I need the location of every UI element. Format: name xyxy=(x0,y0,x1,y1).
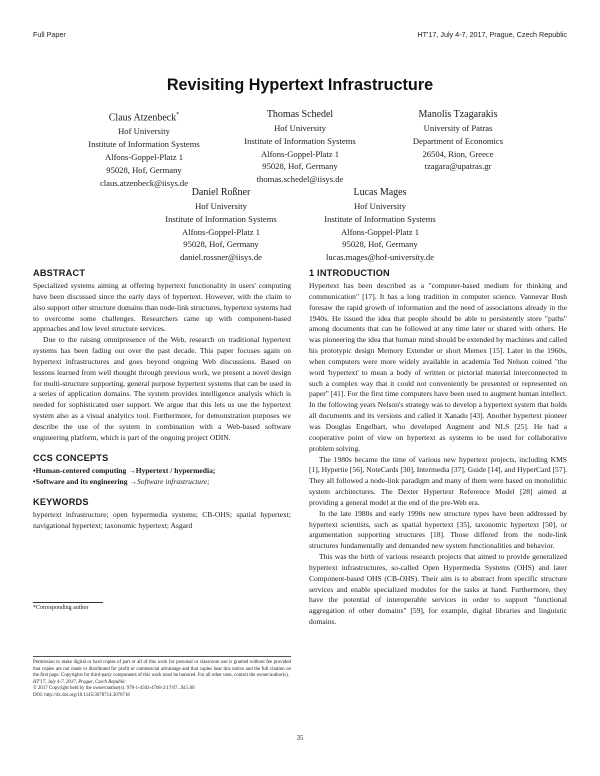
abstract-paragraph: Due to the raising omnipresence of the Web, research on traditional hypertext systems has been fading out over the past decade. This paper focuses again on hypertext infrastructures and goes beyond ongoing Web discussions. Based on lessons learned from well thought through previous work, we present a novel design for multi-structure supporting, general purpose hypertext systems that can be used in a series of application domains. The system provides intelligence analysis which is needed for sophisticated user support. We argue that this lets us use the hypertext system also as a visual analytics tool. Furthermore, for demonstration purposes we describe the use of the system in combination with a Web-based software engineering platform, which is part of the ongoing project ODIN. xyxy=(33,335,291,442)
author-dept: Institute of Information Systems xyxy=(88,139,200,150)
author-address: Alfons-Goppel-Platz 1 xyxy=(181,226,261,237)
author-address: 95028, Hof, Germany xyxy=(262,161,338,172)
author-dept: Institute of Information Systems xyxy=(244,135,356,146)
footnote: *Corresponding author xyxy=(33,605,89,611)
ccs-subterm: →Hypertext / hypermedia; xyxy=(126,465,216,475)
intro-paragraph: In the late 1980s and early 1990s new structure types have been addressed by hypertext scientists, such as spatial hypertext [35], taxonomic hypertext [50], or argumentation supporting structures [18]. Those differed from the node-link structures fundamentally and demanded new system functionalities and behavior. xyxy=(309,508,567,551)
page-number: 35 xyxy=(296,735,304,742)
ccs-concept xyxy=(33,477,291,488)
permission-text: Permission to make digital or hard copies of part or all of this work for personal or classroom use is granted without fee provided that copies are not made or distributed for profit or commercial advantage and that copies bear this notice and the full citation on the first page. Copyrights for third-party components of this work must be honored. For all other uses, contact the owner/author(s). xyxy=(33,660,291,679)
ccs-heading: CCS CONCEPTS xyxy=(33,452,109,463)
running-header-left: Full Paper xyxy=(33,30,66,39)
author-org: Hof University xyxy=(118,126,170,137)
conference-info: HT'17, July 4-7, 2017, Prague, Czech Republic. xyxy=(33,679,127,685)
footnote-divider xyxy=(33,602,103,603)
paper-title: Revisiting Hypertext Infrastructure xyxy=(166,76,434,94)
right-column xyxy=(309,268,567,628)
author-email: lucas.mages@hof-university.de xyxy=(325,252,435,263)
permission-notice xyxy=(33,660,291,700)
copyright-info: © 2017 Copyright held by the owner/author(s). 978-1-4503-4708-2/17/07...$15.00 xyxy=(33,686,195,692)
author-address: 26504, Rion, Greece xyxy=(422,148,494,159)
author-email: tzagara@upatras.gr xyxy=(424,161,492,172)
author-email: thomas.schedel@iisys.de xyxy=(256,174,344,185)
author-name: Daniel Roßner xyxy=(191,187,251,198)
ccs-term: •Human-centered computing xyxy=(33,465,127,475)
introduction-heading: 1 INTRODUCTION xyxy=(309,268,390,278)
keywords-text: hypertext infrastructure; open hypermedia systems; CB-OHS; spatial hypertext; navigational hypertext; taxonomic hypertext; Asgard xyxy=(33,510,291,531)
author-name: Thomas Schedel xyxy=(266,109,334,120)
doi-link[interactable]: DOI: http://dx.doi.org/10.1145/3078714.3078718 xyxy=(33,692,130,698)
author-block-5 xyxy=(300,186,460,264)
keywords-heading: KEYWORDS xyxy=(33,497,89,508)
author-org: University of Patras xyxy=(423,123,493,133)
author-name: Manolis Tzagarakis xyxy=(418,109,498,120)
author-address: 95028, Hof, Germany xyxy=(342,239,418,250)
left-column xyxy=(33,268,291,532)
intro-paragraph: Hypertext has been described as a "computer-based medium for thinking and communication" [17]. It has a long tradition in computer science. Vannevar Bush foresaw the rapid growth of information and the need of associations already in the 1940s. He issued the idea that people should be able to persistently store "paths" among documents that can be followed at any time later or shared with others. He was pioneering the idea that human mind should be extended by machines and called his prototypic design Memory Extender or short Memex [15]. Later in the 1960s, when computers were more widely available in academia Ted Nelson coined "the word 'hypertext' to mean a body of written or pictorial material interconnected in such a complex way that it could not conveniently be presented or represented on paper" [41]. For the first time computers have been used to augment human intellect. In the following years Nelson's strategy was to develop a hypertext system that holds all documents and its versions and called it Xanadu [43]. Another hypertext pioneer was Douglas Engelbart, who developed Augment and NLS [25]. He had a cooperative point of view on hypertext as systems to be used for collaborative problem solving. xyxy=(309,281,567,453)
author-address: Alfons-Goppel-Platz 1 xyxy=(104,151,184,162)
intro-paragraph: The 1980s became the time of various new hypertext projects, including KMS [1], Hypertie [56], NoteCards [30], Intermedia [37], Guide [14], and HyperCard [57]. They all followed a node-link paradigm and many of them were based on monolithic system architectures. The Dexter Hypertext Reference Model [28] aimed at providing a general model at the end of the pre-Web era. xyxy=(309,454,567,507)
author-org: Hof University xyxy=(274,123,326,133)
introduction-body xyxy=(309,281,567,628)
author-dept: Institute of Information Systems xyxy=(165,213,277,224)
author-email: daniel.rossner@iisys.de xyxy=(180,252,262,263)
ccs-concept xyxy=(33,466,291,477)
intro-paragraph: This was the birth of various research projects that aimed to provide generalized hypertext infrastructures, so-called Open Hypermedia Systems (OHS) and later Component-based OHS (CB-OHS). Their aim is to abstract from specific structure services and enable specialized modules for the tasks at hand. Furthermore, they have the potential of interoperable services in order to support "functional aggregation of other domains" [59], for example, digital libraries and linguistic domains. xyxy=(309,552,567,627)
permission-divider xyxy=(33,656,291,657)
abstract-heading: ABSTRACT xyxy=(33,268,86,278)
abstract-body xyxy=(33,281,291,444)
author-dept: Institute of Information Systems xyxy=(324,213,436,224)
author-address: Alfons-Goppel-Platz 1 xyxy=(340,226,420,237)
author-block-4 xyxy=(141,186,301,264)
author-org: Hof University xyxy=(195,201,247,211)
author-block-2 xyxy=(220,108,380,186)
author-block-3 xyxy=(378,108,538,173)
author-dept: Department of Economics xyxy=(412,135,504,146)
author-address: 95028, Hof, Germany xyxy=(183,239,259,250)
author-email: claus.atzenbeck@iisys.de xyxy=(99,177,189,188)
author-address: 95028, Hof, Germany xyxy=(106,164,182,175)
author-name: Claus Atzenbeck* xyxy=(108,112,180,124)
author-address: Alfons-Goppel-Platz 1 xyxy=(260,148,340,159)
abstract-paragraph: Specialized systems aiming at offering hypertext functionality in users' computing have been discussed since the early days of hypertext. However, with the claim to also support other structure domains than node-link structures, hypertext systems had to overcome some challenges. Researchers came up with component-based approaches and low level structure services. xyxy=(33,281,291,334)
author-block-1 xyxy=(64,108,224,189)
ccs-term: •Software and its engineering xyxy=(33,476,128,486)
running-header-right: HT'17, July 4-7, 2017, Prague, Czech Republic xyxy=(417,30,567,39)
ccs-subterm: →Software infrastructure; xyxy=(127,476,210,486)
author-org: Hof University xyxy=(354,201,406,211)
author-name: Lucas Mages xyxy=(353,187,407,198)
